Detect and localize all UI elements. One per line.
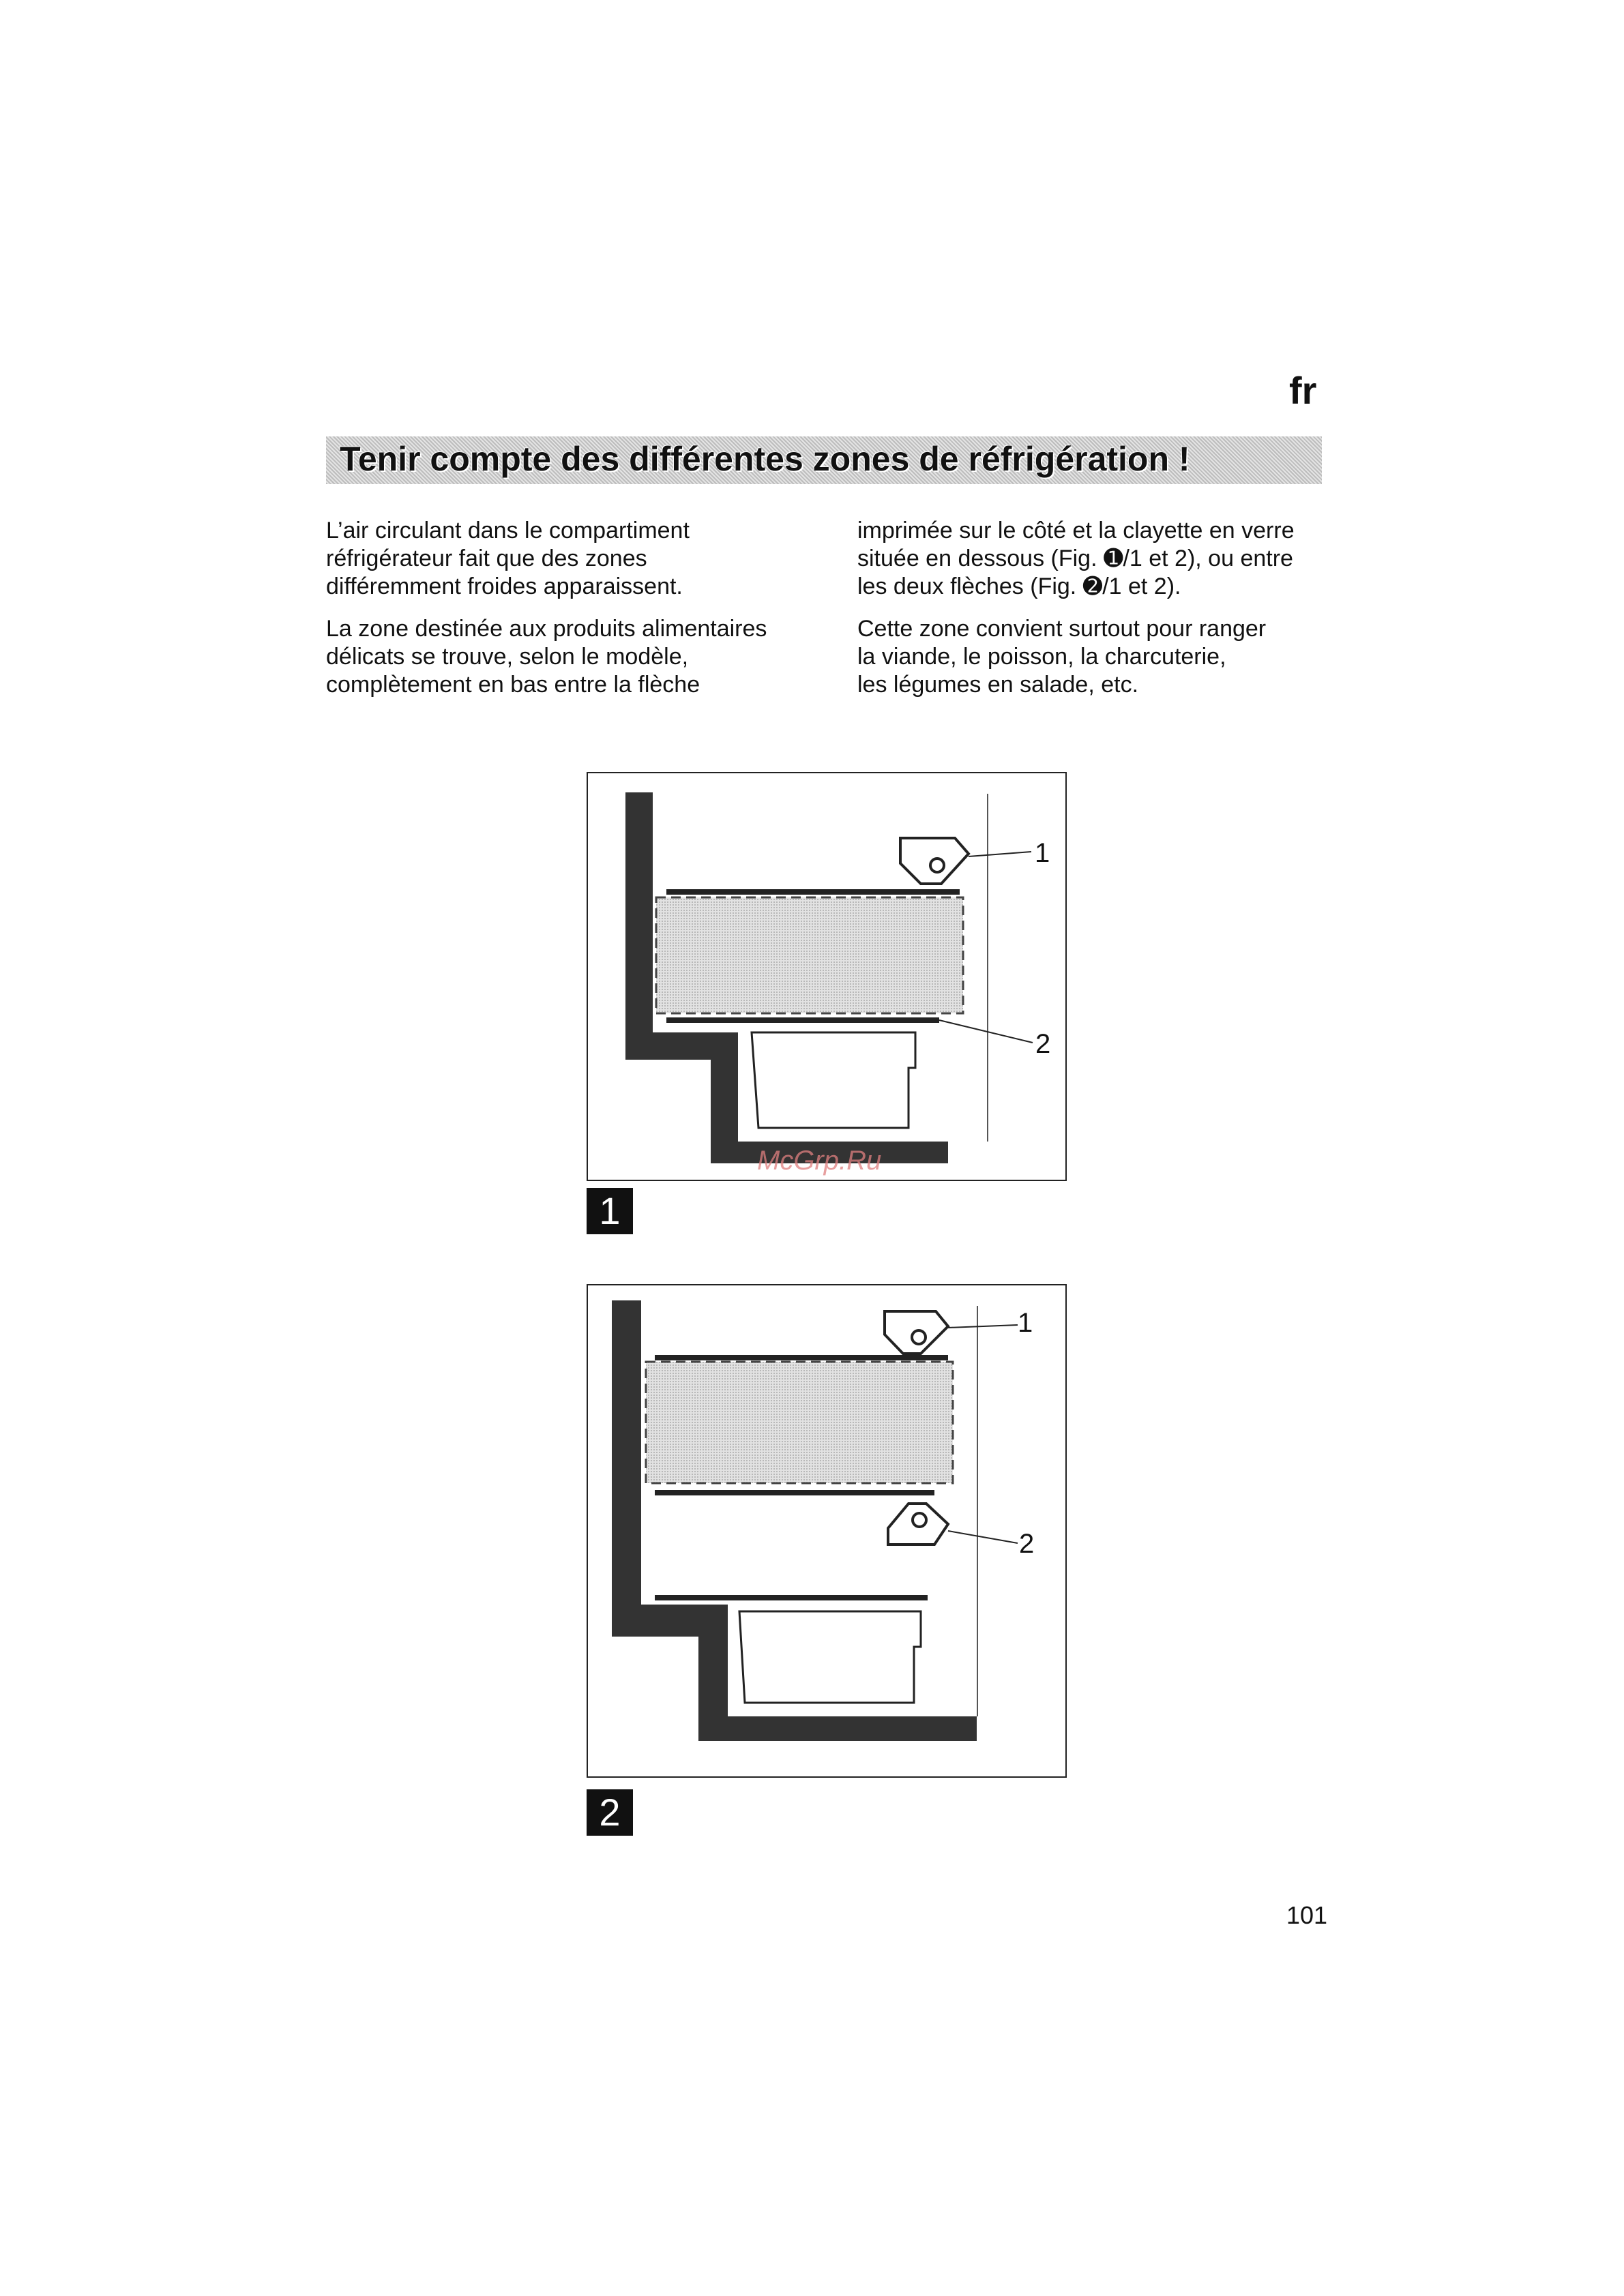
arrow-marker-bottom-icon xyxy=(888,1504,948,1545)
section-heading-band xyxy=(326,436,1322,484)
leader-line-2 xyxy=(948,1531,1018,1543)
leader-line-1 xyxy=(948,1325,1018,1328)
arrow-marker-icon xyxy=(900,838,969,884)
glass-shelf-bottom xyxy=(666,1017,939,1023)
glass-shelf-top xyxy=(666,889,960,895)
figure-2-drawing xyxy=(588,1285,1065,1776)
cold-zone xyxy=(646,1362,953,1483)
watermark: McGrp.Ru xyxy=(757,1146,882,1176)
figure-number-badge-2: 2 xyxy=(587,1789,633,1836)
vegetable-drawer xyxy=(752,1032,915,1128)
paragraph-zone-usage: Cette zone convient surtout pour ranger la viande, le poisson, la charcuterie, les légumes en salade, etc. xyxy=(857,616,1267,698)
arrow-marker-top-icon xyxy=(885,1311,948,1354)
glass-shelf-top xyxy=(655,1355,948,1360)
text-column-left xyxy=(326,517,803,713)
callout-label-2: 2 xyxy=(1035,1029,1051,1059)
language-code: fr xyxy=(1289,369,1317,412)
figure-2-diagram xyxy=(587,1284,1067,1778)
paragraph-zone-location: La zone destinée aux produits alimentaires délicats se trouve, selon le modèle, complètement en bas entre la flèche xyxy=(326,616,767,698)
leader-line-1 xyxy=(969,852,1031,856)
figure-1-diagram xyxy=(587,772,1067,1181)
page-number: 101 xyxy=(1286,1901,1328,1929)
text-column-right xyxy=(857,517,1335,713)
figure-number-badge-1: 1 xyxy=(587,1188,633,1234)
leader-line-2 xyxy=(939,1020,1033,1043)
glass-shelf-bottom xyxy=(655,1595,928,1600)
callout-label-1: 1 xyxy=(1018,1308,1033,1338)
glass-shelf-middle xyxy=(655,1490,934,1495)
cold-zone xyxy=(656,897,963,1013)
section-title: Tenir compte des différentes zones de réfrigération ! xyxy=(340,440,1190,478)
inner-wall-right xyxy=(987,794,988,1142)
callout-label-1: 1 xyxy=(1035,838,1050,868)
callout-label-2: 2 xyxy=(1019,1529,1035,1559)
vegetable-drawer xyxy=(739,1611,921,1703)
inner-wall-right xyxy=(977,1306,978,1716)
paragraph-zone-location-cont: imprimée sur le côté et la clayette en verre située en dessous (Fig. ➊/1 et 2), ou entre les deux flèches (Fig. ➋/1 et 2). xyxy=(857,518,1295,599)
paragraph-airflow: L’air circulant dans le compartiment réfrigérateur fait que des zones différemment froides apparaissent. xyxy=(326,518,690,599)
figure-1-drawing xyxy=(588,773,1065,1180)
